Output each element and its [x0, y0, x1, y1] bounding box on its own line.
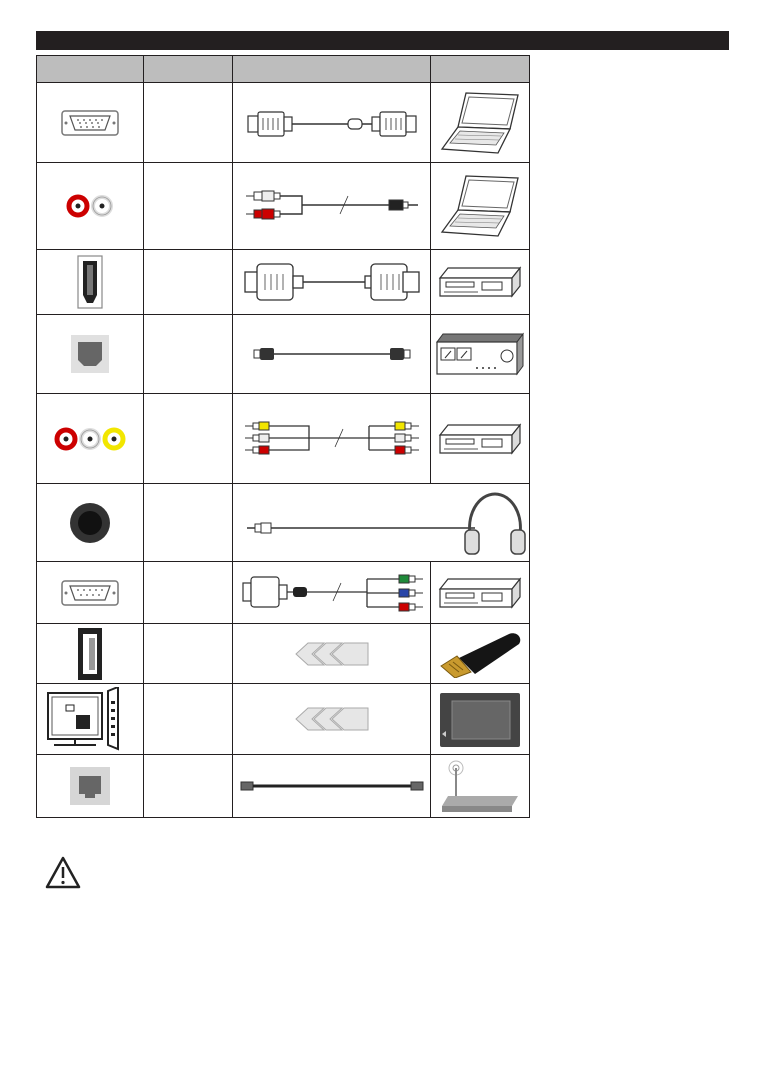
av-rca-port-icon [52, 426, 128, 452]
ethernet-port-icon [69, 766, 111, 806]
header-bar [36, 31, 729, 50]
type-cell [144, 562, 233, 624]
ethernet-cable-icon [239, 778, 425, 794]
optical-port-icon [70, 334, 110, 374]
cam-module-icon [438, 689, 522, 749]
device-cell [431, 315, 530, 394]
device-cell [431, 250, 530, 315]
table-row [37, 250, 530, 315]
connector-cell [37, 624, 144, 684]
type-cell [144, 83, 233, 163]
table-row [37, 394, 530, 484]
connector-cell [37, 250, 144, 315]
cable-cell [233, 163, 431, 250]
usb-stick-icon [435, 630, 525, 678]
laptop-icon [438, 89, 522, 157]
connector-cell [37, 562, 144, 624]
table-row [37, 83, 530, 163]
connector-cell [37, 755, 144, 818]
vga-to-component-cable-icon [239, 571, 425, 615]
cable-cell [233, 315, 431, 394]
vga-port-icon [60, 108, 120, 138]
cable-cell [233, 755, 431, 818]
vga-port-icon [60, 578, 120, 608]
device-cell [431, 83, 530, 163]
laptop-icon [438, 172, 522, 240]
table-row [37, 562, 530, 624]
column-header-cable [233, 56, 431, 83]
headphones-icon [465, 494, 525, 554]
connector-cell [37, 83, 144, 163]
hdmi-port-icon [77, 255, 103, 309]
table-row [37, 163, 530, 250]
type-cell [144, 684, 233, 755]
cable-cell [233, 83, 431, 163]
cable-cell [233, 394, 431, 484]
usb-port-icon [76, 626, 104, 682]
cable-cell [233, 562, 431, 624]
connector-cell [37, 163, 144, 250]
device-cell [431, 394, 530, 484]
hdmi-cable-icon [241, 260, 423, 304]
audio-rca-port-icon [65, 194, 115, 218]
connector-cell [37, 315, 144, 394]
type-cell [144, 250, 233, 315]
device-cell [431, 562, 530, 624]
type-cell [144, 394, 233, 484]
vga-cable-icon [244, 106, 420, 140]
insert-arrows-icon [294, 706, 370, 732]
dvd-player-icon [438, 264, 522, 300]
table-row [37, 624, 530, 684]
cable-cell [233, 250, 431, 315]
type-cell [144, 484, 233, 562]
cable-cell [233, 684, 431, 755]
type-cell [144, 315, 233, 394]
connector-cell [37, 394, 144, 484]
table-row [37, 484, 530, 562]
connector-cell [37, 684, 144, 755]
insert-arrows-icon [294, 641, 370, 667]
headphone-jack-icon [68, 501, 112, 545]
device-cell [431, 684, 530, 755]
table-header-row [37, 56, 530, 83]
column-header-connector [37, 56, 144, 83]
dvd-player-icon [438, 575, 522, 611]
ci-slot-tv-icon [46, 687, 134, 751]
type-cell [144, 755, 233, 818]
router-icon [438, 758, 522, 814]
dvd-player-icon [438, 421, 522, 457]
column-header-type [144, 56, 233, 83]
table-row [37, 684, 530, 755]
device-cell [431, 755, 530, 818]
table-row [37, 315, 530, 394]
connection-table [36, 55, 530, 818]
rca-to-jack-cable-icon [244, 186, 420, 226]
amplifier-icon [435, 332, 525, 376]
device-cell [431, 163, 530, 250]
connector-cell [37, 484, 144, 562]
cable-cell [233, 624, 431, 684]
type-cell [144, 163, 233, 250]
headphone-cable-icon [237, 490, 529, 556]
cable-cell [233, 484, 530, 562]
device-cell [431, 624, 530, 684]
column-header-device [431, 56, 530, 83]
type-cell [144, 624, 233, 684]
av-rca-cable-icon [243, 419, 421, 459]
optical-cable-icon [244, 344, 420, 364]
warning-triangle-icon [45, 856, 81, 890]
table-row [37, 755, 530, 818]
